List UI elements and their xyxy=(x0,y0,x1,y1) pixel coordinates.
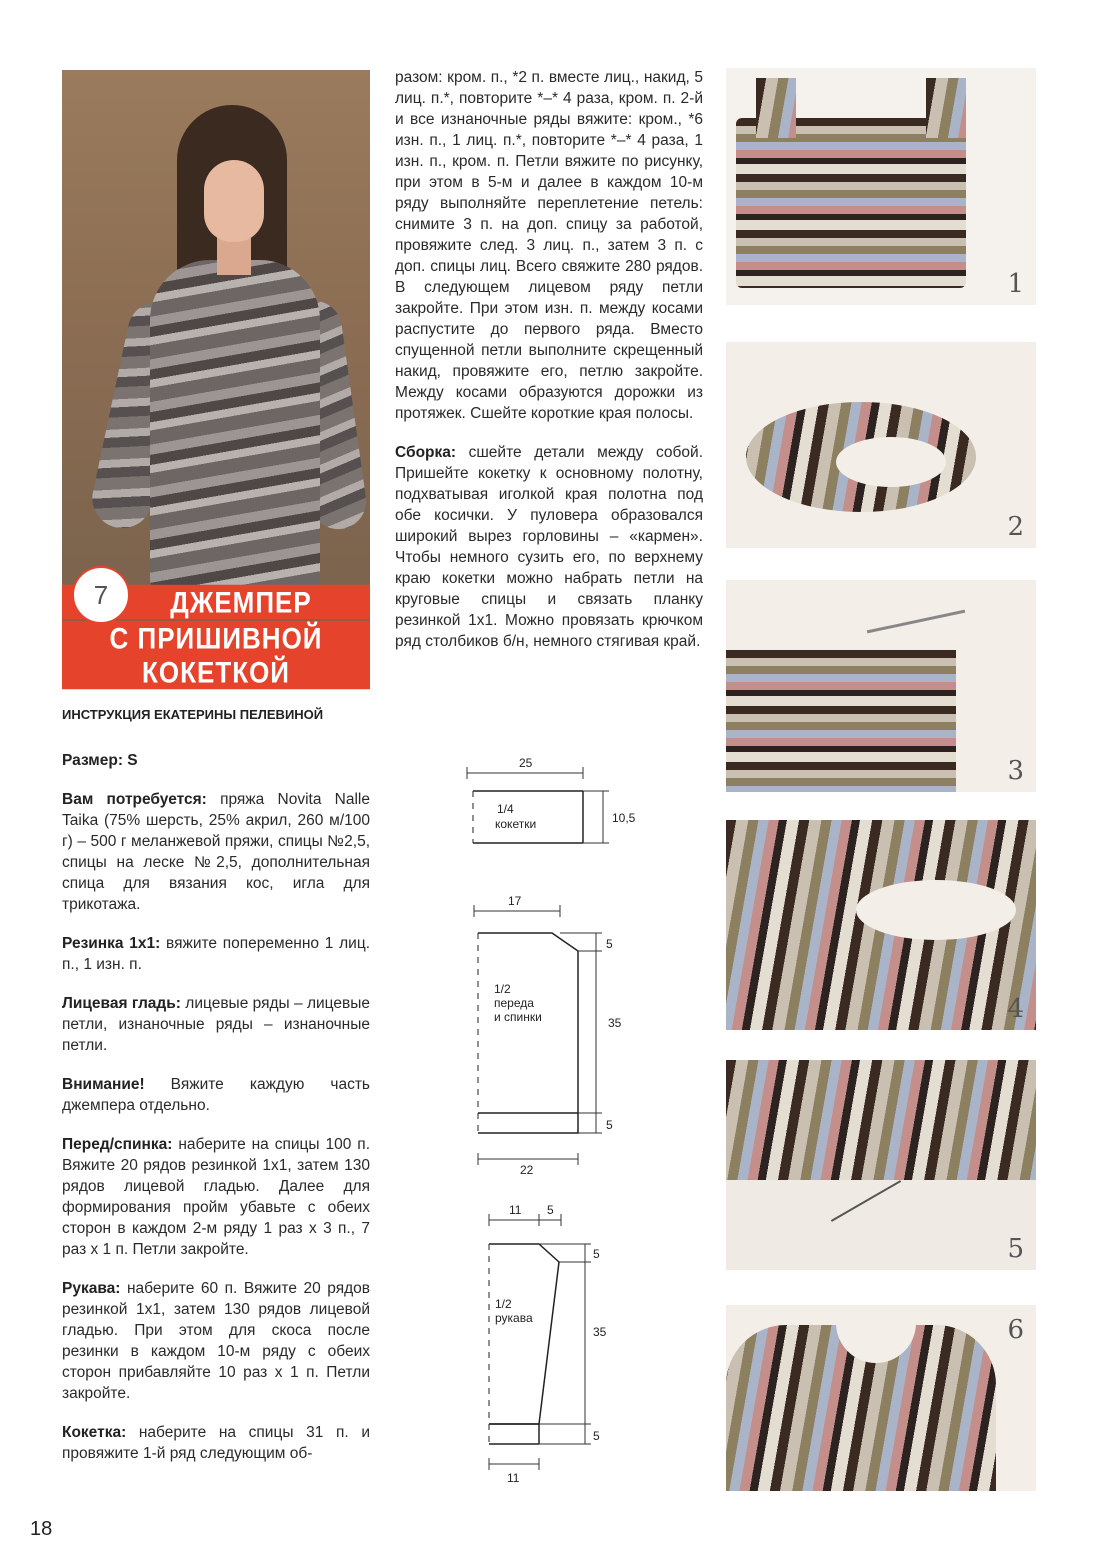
title-line-2: С ПРИШИВНОЙ xyxy=(62,621,370,656)
yoke-paragraph: Кокетка: наберите на спицы 31 п. и провяжите 1-й ряд следующим об- xyxy=(62,1424,370,1462)
middle-text-column xyxy=(395,67,703,670)
sleeve-top2-label: 5 xyxy=(547,1203,554,1217)
yoke-continued-paragraph: разом: кром. п., *2 п. вместе лиц., накид, 5 лиц. п.*, повторите *–* 4 раза, кром. п. 2-й и все изнаночные ряды вяжите: кром., *6 изн. п., 1 лиц. п.*, повторите *–* 4 раза, 1 изн. п., кром. п. Петли вяжите по рисунку, при этом в 5-м и далее в каждом 10-м ряду выполняйте переплетение петель: снимите 3 п. на доп. спицу за работой, провяжите след. 3 лиц. п., затем 3 п. с доп. спицы лиц. Всего свяжите 280 рядов. В следующем лицевом ряду петли закройте. При этом изн. п. между косами распустите до первого ряда. Вместо спущенной петли выполните скрещенный накид, провяжите его, петлю закройте. Между косами образуются дорожки из протяжек. Сшейте короткие края полосы. xyxy=(395,69,703,422)
step-photo-3 xyxy=(726,580,1036,792)
step-photo-4 xyxy=(726,820,1036,1030)
sleeve-label-1: 1/2 xyxy=(495,1297,512,1311)
size-label: Размер: S xyxy=(62,752,138,769)
step-number-4: 4 xyxy=(1007,994,1024,1024)
left-text-column xyxy=(62,750,370,1482)
step-number-2: 2 xyxy=(1007,512,1024,542)
step-number-6: 6 xyxy=(1007,1315,1024,1345)
attention-paragraph: Внимание! Вяжите каждую часть джемпера отдельно. xyxy=(62,1076,370,1114)
step-number-1: 1 xyxy=(1007,269,1024,299)
pattern-number-badge: 7 xyxy=(72,566,130,624)
yoke-schematic xyxy=(455,755,655,855)
yoke-label-2: кокетки xyxy=(495,817,537,831)
sleeve-cap-label: 5 xyxy=(593,1247,600,1261)
yoke-height-label: 10,5 xyxy=(612,811,636,825)
sleeve-rib-label: 5 xyxy=(593,1429,600,1443)
body-schematic xyxy=(460,893,660,1178)
sleeves-paragraph: Рукава: наберите 60 п. Вяжите 20 рядов резинкой 1х1, затем 130 рядов лицевой гладью. При этом для скоса после резинки в каждом 10-м ряду с обеих сторон прибавляйте 10 раз х 1 п. Петли закройте. xyxy=(62,1280,370,1402)
yoke-label-1: 1/4 xyxy=(497,802,514,816)
stockinette-paragraph: Лицевая гладь: лицевые ряды – лицевые петли, изнаночные ряды – изнаночные петли. xyxy=(62,995,370,1054)
body-rib-label: 5 xyxy=(606,1118,613,1132)
body-bottom-label: 22 xyxy=(520,1163,534,1177)
step-photo-1 xyxy=(726,68,1036,305)
step-photo-5 xyxy=(726,1060,1036,1270)
sleeve-length-label: 35 xyxy=(593,1325,607,1339)
title-line-3: КОКЕТКОЙ xyxy=(62,655,370,690)
rib-paragraph: Резинка 1х1: вяжите попеременно 1 лиц. п., 1 изн. п. xyxy=(62,935,371,973)
sleeve-top1-label: 11 xyxy=(509,1203,522,1217)
assembly-paragraph: Сборка: сшейте детали между собой. Пришейте кокетку к основному полотну, подхватывая иголкой края полотна под обе косички. У пуловера образовался широкий вырез горловины – «кармен». Чтобы немного сузить его, по верхнему краю кокетки можно набрать петли на круговые спицы и связать планку резинкой 1х1. Можно провязать крючком ряд столбиков б/н, немного стягивая край. xyxy=(395,444,703,650)
front-back-paragraph: Перед/спинка: наберите на спицы 100 п. Вяжите 20 рядов резинкой 1х1, затем 130 рядов лицевой гладью. Далее для формирования пройм убавьте с обеих сторон в каждом 2-м ряду 1 раз х 3 п., 7 раз х 1 п. Петли закройте. xyxy=(62,1136,370,1258)
yoke-width-label: 25 xyxy=(519,756,533,770)
body-top-label: 17 xyxy=(508,894,522,908)
body-length-label: 35 xyxy=(608,1016,622,1030)
body-label-1: 1/2 xyxy=(494,982,511,996)
page-number: 18 xyxy=(30,1518,53,1540)
author-credit: ИНСТРУКЦИЯ ЕКАТЕРИНЫ ПЕЛЕВИНОЙ xyxy=(62,707,324,722)
step-photo-2 xyxy=(726,342,1036,548)
sleeve-label-2: рукава xyxy=(495,1311,533,1325)
body-label-3: и спинки xyxy=(494,1010,542,1024)
body-label-2: переда xyxy=(494,996,534,1010)
sleeve-bottom-label: 11 xyxy=(507,1471,520,1485)
title-line-1: ДЖЕМПЕР xyxy=(62,585,370,620)
step-number-5: 5 xyxy=(1007,1234,1024,1264)
body-armhole-label: 5 xyxy=(606,937,613,951)
step-photo-6 xyxy=(726,1305,1036,1491)
sleeve-schematic xyxy=(475,1198,655,1488)
step-number-3: 3 xyxy=(1007,756,1024,786)
materials-paragraph: Вам потребуется: пряжа Novita Nalle Taika (75% шерсть, 25% акрил, 260 м/100 г) – 500 г меланжевой пряжи, спицы №2,5, спицы на леске №2,5, дополнительная спица для вязания кос, игла для трикотажа. xyxy=(62,791,370,913)
